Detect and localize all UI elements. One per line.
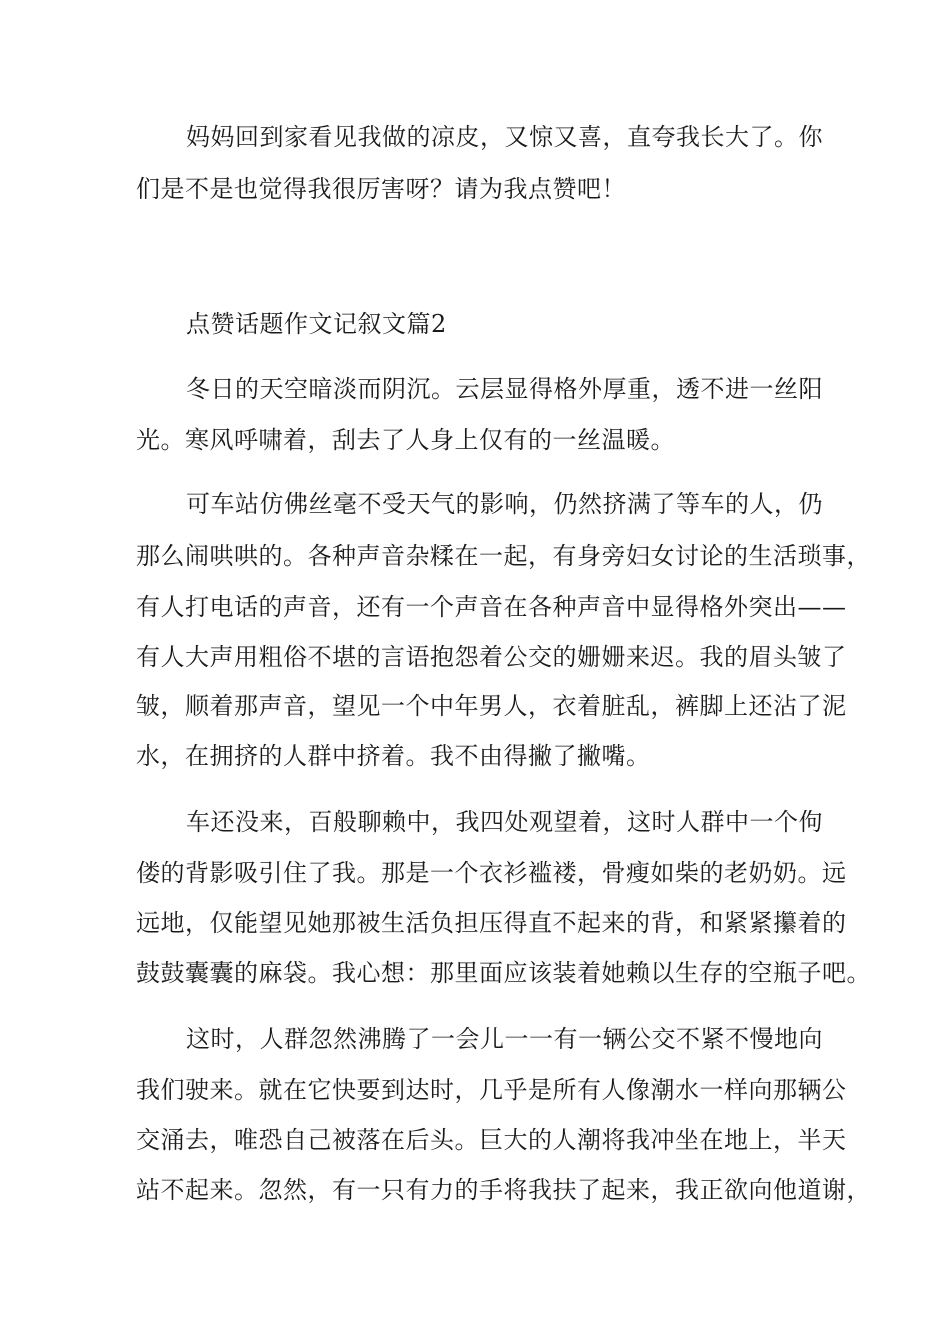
- paragraph-4-line-3: 远地，仅能望见她那被生活负担压得直不起来的背，和紧紧攥着的: [136, 909, 847, 937]
- paragraph-4-line-1: 车还没来，百般聊赖中，我四处观望着，这时人群中一个佝: [186, 808, 823, 836]
- paragraph-4-line-4: 鼓鼓囊囊的麻袋。我心想：那里面应该装着她赖以生存的空瓶子吧。: [136, 959, 871, 987]
- paragraph-3-line-6: 水，在拥挤的人群中挤着。我不由得撇了撇嘴。: [136, 742, 651, 770]
- paragraph-1-line-2: 们是不是也觉得我很厉害呀？请为我点赞吧！: [136, 175, 626, 203]
- paragraph-3-line-3: 有人打电话的声音，还有一个声音在各种声音中显得格外突出——: [136, 593, 847, 621]
- paragraph-1-line-1: 妈妈回到家看见我做的凉皮，又惊又喜，直夸我长大了。你: [186, 123, 823, 151]
- paragraph-3-line-4: 有人大声用粗俗不堪的言语抱怨着公交的姗姗来迟。我的眉头皱了: [136, 643, 847, 671]
- paragraph-3-line-2: 那么闹哄哄的。各种声音杂糅在一起，有身旁妇女讨论的生活琐事，: [136, 542, 871, 570]
- paragraph-2-line-2: 光。寒风呼啸着，刮去了人身上仅有的一丝温暖。: [136, 426, 675, 454]
- section-heading: 点赞话题作文记叙文篇2: [186, 310, 447, 338]
- paragraph-2-line-1: 冬日的天空暗淡而阴沉。云层显得格外厚重，透不进一丝阳: [186, 375, 823, 403]
- paragraph-5-line-1: 这时，人群忽然沸腾了一会儿一一有一辆公交不紧不慢地向: [186, 1025, 823, 1053]
- paragraph-5-line-3: 交涌去，唯恐自己被落在后头。巨大的人潮将我冲坐在地上，半天: [136, 1126, 847, 1154]
- paragraph-5-line-4: 站不起来。忽然，有一只有力的手将我扶了起来，我正欲向他道谢，: [136, 1176, 871, 1204]
- paragraph-3-line-5: 皱，顺着那声音，望见一个中年男人，衣着脏乱，裤脚上还沾了泥: [136, 692, 847, 720]
- paragraph-5-line-2: 我们驶来。就在它快要到达时，几乎是所有人像潮水一样向那辆公: [136, 1076, 847, 1104]
- paragraph-3-line-1: 可车站仿佛丝毫不受天气的影响，仍然挤满了等车的人，仍: [186, 490, 823, 518]
- paragraph-4-line-2: 偻的背影吸引住了我。那是一个衣衫褴褛，骨瘦如柴的老奶奶。远: [136, 859, 847, 887]
